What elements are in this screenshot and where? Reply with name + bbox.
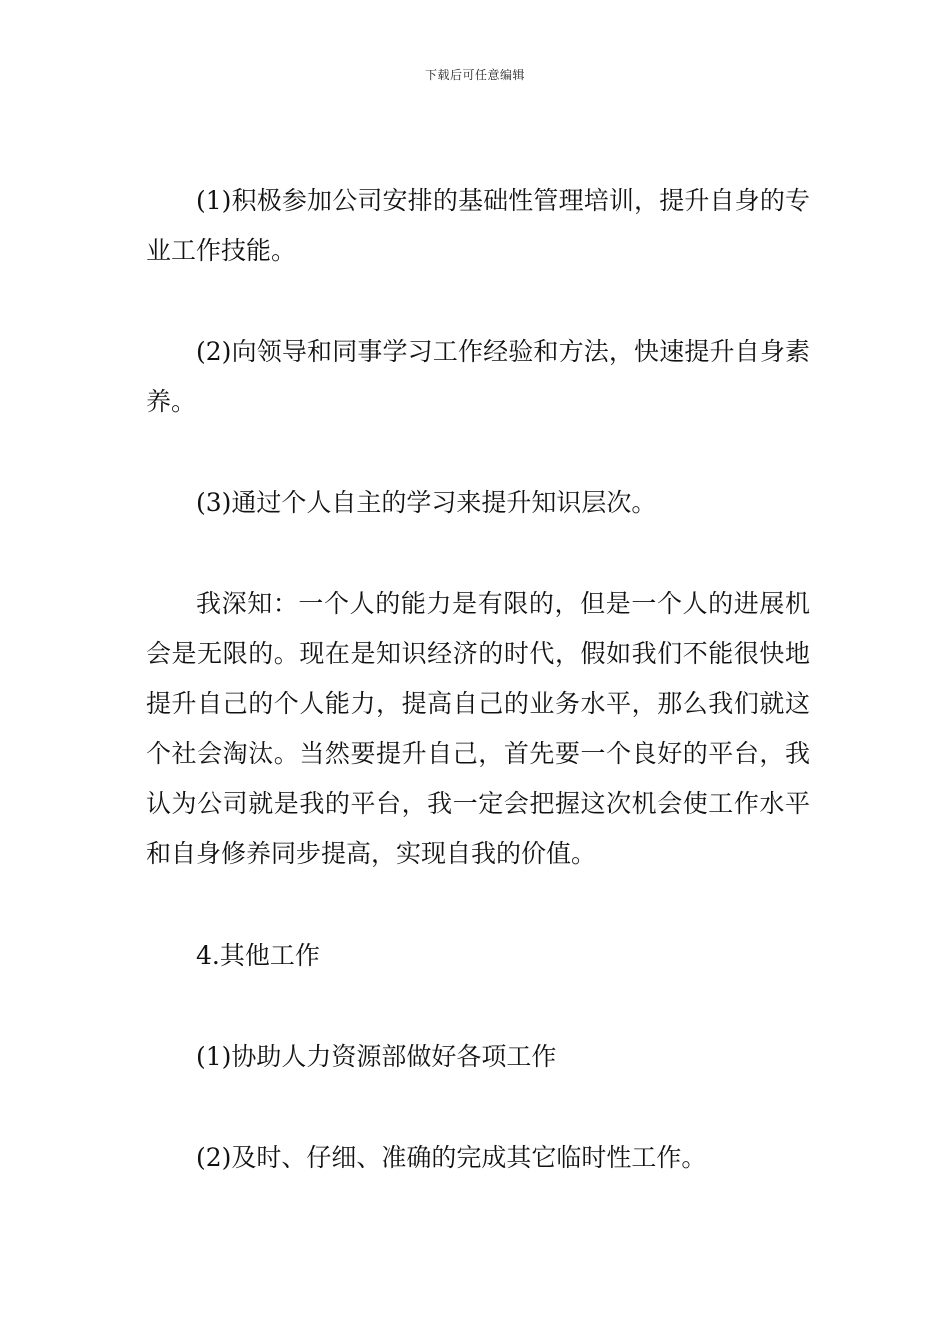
paragraph-reflection: 我深知：一个人的能力是有限的，但是一个人的进展机会是无限的。现在是知识经济的时代，假如我们不能很快地提升自己的个人能力，提高自己的业务水平，那么我们就这个社会淘汰。当然要提升自己，首先要一个良好的平台，我认为公司就是我的平台，我一定会把握这次机会使工作水平和自身修养同步提高，实现自我的价值。	[146, 589, 810, 868]
paragraph-temporary-tasks: (2)及时、仔细、准确的完成其它临时性工作。	[196, 1143, 707, 1172]
paragraph-spacer	[146, 879, 810, 931]
paragraph-learn-from-colleagues: (2)向领导和同事学习工作经验和方法，快速提升自身素养。	[146, 337, 810, 416]
document-body	[146, 176, 810, 1183]
paragraph-spacer	[146, 528, 810, 579]
section-heading-other-work: 4.其他工作	[196, 941, 320, 970]
paragraph-spacer	[146, 276, 810, 327]
paragraph-spacer	[146, 1082, 810, 1133]
page-header: 下载后可任意编辑	[424, 68, 525, 82]
paragraph-self-study: (3)通过个人自主的学习来提升知识层次。	[196, 488, 657, 517]
paragraph-training: (1)积极参加公司安排的基础性管理培训，提升自身的专业工作技能。	[146, 186, 810, 265]
paragraph-spacer	[146, 427, 810, 478]
paragraph-spacer	[146, 981, 810, 1032]
paragraph-assist-hr: (1)协助人力资源部做好各项工作	[196, 1042, 557, 1071]
